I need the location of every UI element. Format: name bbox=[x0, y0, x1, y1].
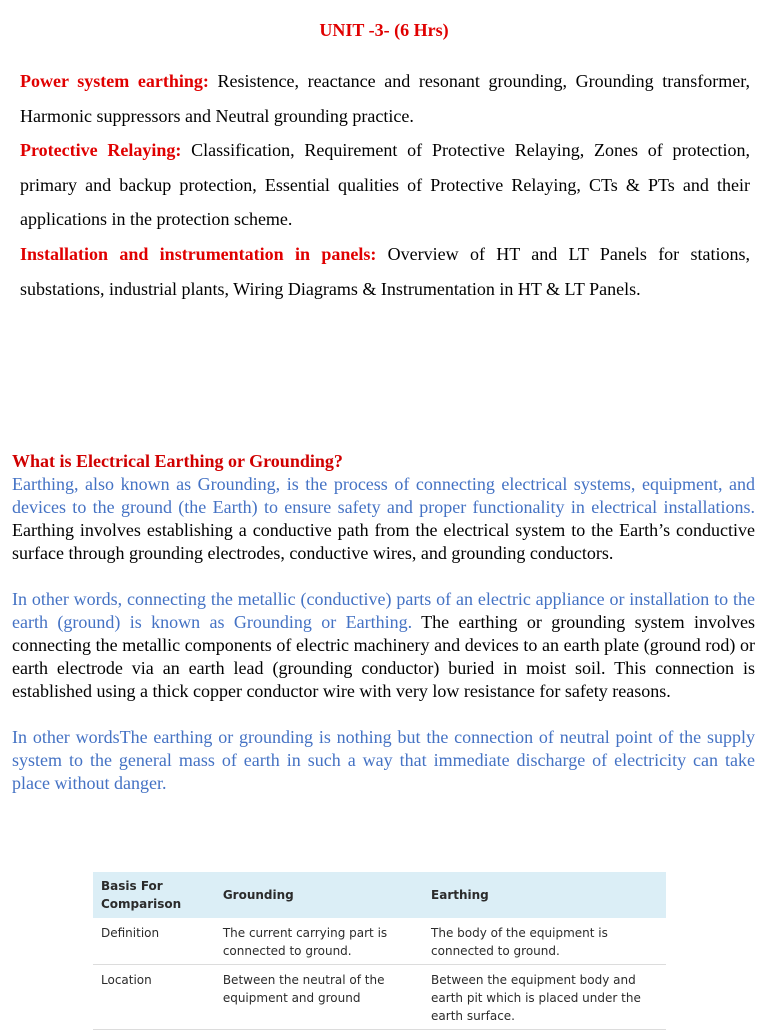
syllabus-item-earthing bbox=[20, 64, 750, 133]
syllabus-heading: Protective Relaying: bbox=[20, 140, 182, 161]
table-row bbox=[93, 918, 666, 965]
unit-title: UNIT -3- (6 Hrs) bbox=[319, 20, 449, 40]
syllabus-heading: Installation and instrumentation in panels: bbox=[20, 243, 377, 264]
table-cell: Location bbox=[93, 965, 215, 1030]
paragraph-gap bbox=[12, 565, 755, 588]
paragraph-blue-text: Earthing, also known as Grounding, is the process of connecting electrical systems, equipment, and devices to the ground (the Earth) to ensure safety and proper functionality in electrical installations. bbox=[12, 474, 755, 517]
table-cell: The body of the equipment is connected to ground. bbox=[423, 918, 666, 965]
syllabus-heading: Power system earthing: bbox=[20, 71, 209, 91]
paragraph bbox=[12, 726, 755, 795]
paragraph-blue-text: In other words, connecting the metallic (conductive) parts of an electric appliance or installation to the earth (ground) is known as Grounding or Earthing. bbox=[12, 589, 755, 632]
table-cell: Between the neutral of the equipment and ground bbox=[215, 965, 423, 1030]
paragraph-text: The earthing or grounding system involves connecting the metallic components of electric machinery and devices to an earth plate (ground rod) or earth electrode via an earth lead (grounding conductor) buried in moist soil. This connection is established using a thick copper conductor wire with very low resistance for safety reasons. bbox=[12, 612, 755, 701]
table-row bbox=[93, 965, 666, 1030]
column-header: Earthing bbox=[423, 872, 666, 918]
column-header: Grounding bbox=[215, 872, 423, 918]
table-cell: Between the equipment body and earth pit which is placed under the earth surface. bbox=[423, 965, 666, 1030]
column-header: Basis For Comparison bbox=[93, 872, 215, 918]
syllabus-block bbox=[20, 64, 750, 306]
earthing-section bbox=[12, 450, 755, 795]
paragraph bbox=[12, 588, 755, 703]
syllabus-text: Classification, Requirement of Protective Relaying, Zones of protection, primary and backup protection, Essential qualities of Protective Relaying, CTs & PTs and their applications in the protection scheme. bbox=[20, 140, 750, 230]
paragraph-gap bbox=[12, 703, 755, 726]
syllabus-text: Overview of HT and LT Panels for stations, substations, industrial plants, Wiring Diagrams & Instrumentation in HT & LT Panels. bbox=[20, 243, 750, 299]
syllabus-item-relaying bbox=[20, 133, 750, 237]
syllabus-text: Resistence, reactance and resonant grounding, Grounding transformer, Harmonic suppressors and Neutral grounding practice. bbox=[20, 71, 750, 126]
paragraph-text: Earthing involves establishing a conductive path from the electrical system to the Earth’s conductive surface through grounding electrodes, conductive wires, and grounding conductors. bbox=[12, 520, 755, 563]
syllabus-item-panels bbox=[20, 237, 750, 306]
paragraph bbox=[12, 473, 755, 565]
section-heading: What is Electrical Earthing or Grounding? bbox=[12, 451, 343, 471]
comparison-table bbox=[93, 872, 666, 1030]
table-cell: The current carrying part is connected to ground. bbox=[215, 918, 423, 965]
table-cell: Definition bbox=[93, 918, 215, 965]
paragraph-blue-text: In other wordsThe earthing or grounding is nothing but the connection of neutral point of the supply system to the general mass of earth in such a way that immediate discharge of electricity can take place without danger. bbox=[12, 727, 755, 793]
table-header-row bbox=[93, 872, 666, 918]
